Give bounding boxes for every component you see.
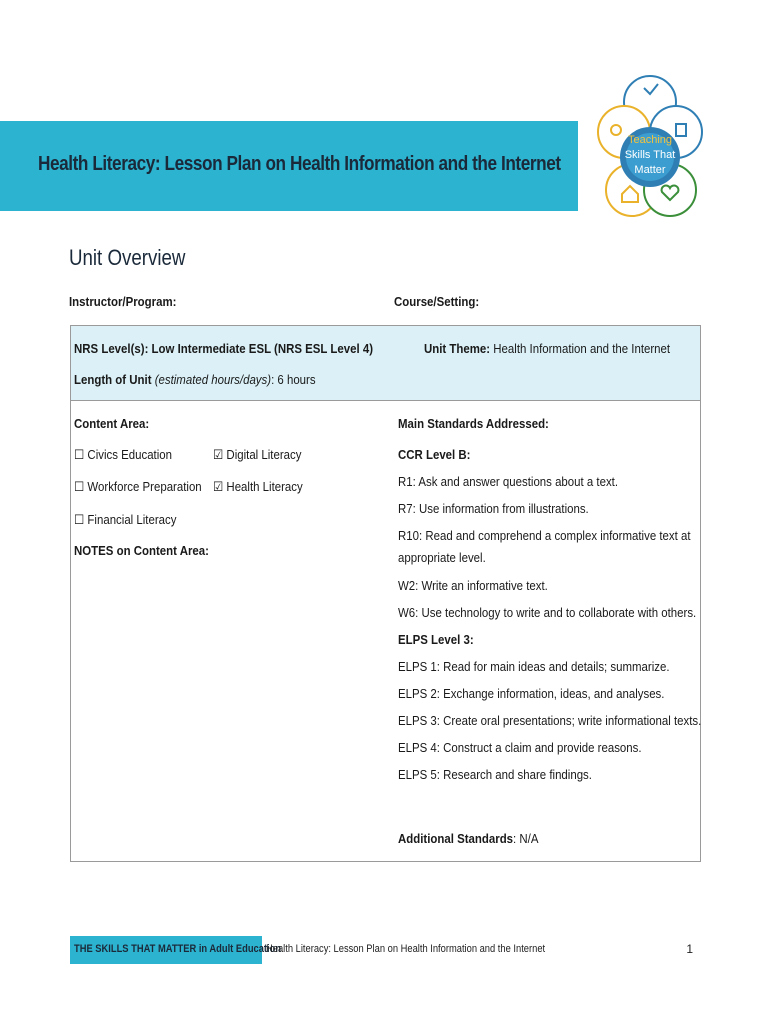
additional-standards-value: : N/A xyxy=(513,831,539,846)
elps-item: ELPS 5: Research and share findings. xyxy=(398,767,592,782)
checked-box-icon: ☑ xyxy=(213,447,224,462)
checked-box-icon: ☑ xyxy=(213,479,224,494)
ccr-item: R10: Read and comprehend a complex informative text at xyxy=(398,528,691,543)
content-item-financial: ☐ Financial Literacy xyxy=(74,512,177,527)
teaching-skills-logo xyxy=(592,62,708,242)
unit-theme xyxy=(424,341,670,356)
ccr-item: W2: Write an informative text. xyxy=(398,578,548,593)
unchecked-box-icon: ☐ xyxy=(74,479,85,494)
course-setting-label: Course/Setting: xyxy=(394,294,480,309)
main-standards-label: Main Standards Addressed: xyxy=(398,416,549,431)
content-item-digital: ☑ Digital Literacy xyxy=(213,447,302,462)
page-title: Health Literacy: Lesson Plan on Health Information and the Internet xyxy=(38,153,561,175)
elps-item: ELPS 2: Exchange information, ideas, and analyses. xyxy=(398,686,665,701)
notes-content-area-label: NOTES on Content Area: xyxy=(74,543,209,558)
ccr-item: appropriate level. xyxy=(398,550,486,565)
ccr-item: R7: Use information from illustrations. xyxy=(398,501,589,516)
page-number: 1 xyxy=(686,942,693,956)
elps-item: ELPS 4: Construct a claim and provide reasons. xyxy=(398,740,642,755)
logo-text-line1: Teaching xyxy=(627,134,673,146)
ccr-heading: CCR Level B: xyxy=(398,447,471,462)
unit-info-box xyxy=(70,325,701,401)
footer-brand xyxy=(70,936,282,964)
additional-standards-label: Additional Standards xyxy=(398,831,514,846)
length-hint: (estimated hours/days) xyxy=(154,372,272,387)
instructor-program-label: Instructor/Program: xyxy=(69,294,177,309)
length-value: : 6 hours xyxy=(271,372,316,387)
title-banner xyxy=(0,121,578,211)
elps-item: ELPS 1: Read for main ideas and details; summarize. xyxy=(398,659,670,674)
content-item-civics: ☐ Civics Education xyxy=(74,447,173,462)
elps-heading: ELPS Level 3: xyxy=(398,632,474,647)
footer-brand-text: THE SKILLS THAT MATTER in Adult Education xyxy=(74,943,282,955)
footer-doc-title: Health Literacy: Lesson Plan on Health Information and the Internet xyxy=(266,943,546,955)
length-label: Length of Unit xyxy=(74,372,155,387)
elps-item: ELPS 3: Create oral presentations; write informational texts. xyxy=(398,713,702,728)
content-item-workforce: ☐ Workforce Preparation xyxy=(74,479,202,494)
logo-text-line2: Skills That xyxy=(624,149,676,161)
logo-text-line3: Matter xyxy=(634,164,666,176)
page-footer xyxy=(70,936,699,964)
unit-overview-heading: Unit Overview xyxy=(69,245,186,270)
length-of-unit xyxy=(74,372,316,387)
ccr-item: W6: Use technology to write and to collaborate with others. xyxy=(398,605,697,620)
content-area-label: Content Area: xyxy=(74,416,150,431)
additional-standards xyxy=(398,831,538,846)
content-item-health: ☑ Health Literacy xyxy=(213,479,303,494)
nrs-level: NRS Level(s): Low Intermediate ESL (NRS ESL Level 4) xyxy=(74,341,374,356)
content-standards-box xyxy=(70,400,701,862)
unit-theme-value: Health Information and the Internet xyxy=(490,341,671,356)
unchecked-box-icon: ☐ xyxy=(74,512,85,527)
unchecked-box-icon: ☐ xyxy=(74,447,85,462)
unit-theme-label: Unit Theme: xyxy=(424,341,491,356)
ccr-item: R1: Ask and answer questions about a text. xyxy=(398,474,619,489)
